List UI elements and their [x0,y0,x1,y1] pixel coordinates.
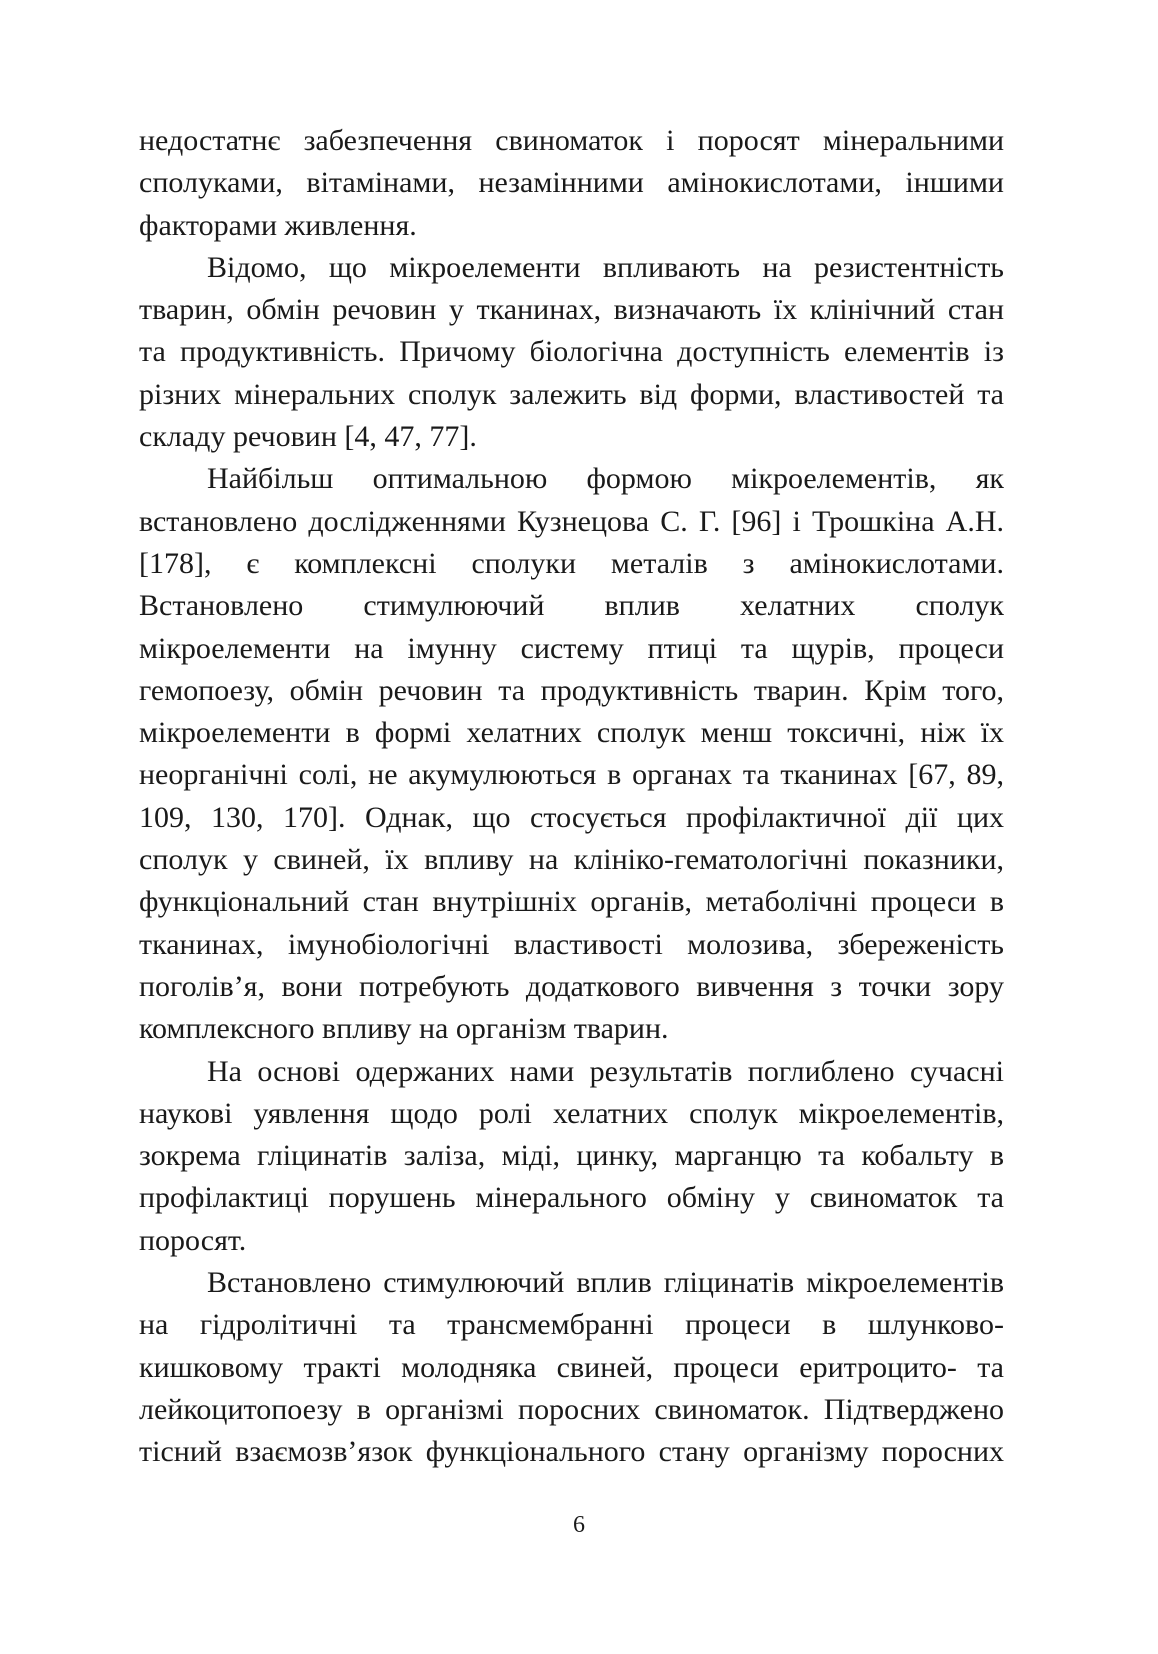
paragraph [139,120,1004,247]
text-line: на гідролітичні та трансмембранні процеси в шлунково- [139,1308,1004,1342]
text-line: тісний взаємозв’язок функціонального стану організму поросних [139,1435,1004,1469]
text-line: поголів’я, вони потребують додаткового вивчення з точки зору [139,969,1004,1003]
text-line: функціональний стан внутрішніх органів, метаболічні процеси в [139,885,1004,919]
text-line: гемопоезу, обмін речовин та продуктивність тварин. Крім того, [139,673,1004,707]
text-line: наукові уявлення щодо ролі хелатних сполук мікроелементів, [139,1096,1004,1130]
text-line: лейкоцитопоезу в організмі поросних свиноматок. Підтверджено [139,1392,1004,1426]
text-line: Встановлено стимулюючий вплив хелатних сполук [139,589,1004,623]
paragraph [139,1051,1004,1262]
text-line: Найбільш оптимальною формою мікроелементів, як [207,462,1004,496]
text-line: [178], є комплексні сполуки металів з амінокислотами. [139,546,1004,580]
text-line: та продуктивність. Причому біологічна доступність елементів із [139,335,1004,369]
text-line: встановлено дослідженнями Кузнецова С. Г. [96] і Трошкіна А.Н. [139,504,1004,538]
body-text [139,120,1004,1474]
text-line: 109, 130, 170]. Однак, що стосується профілактичної дії цих [139,800,1004,834]
paragraph [139,1262,1004,1473]
text-line: мікроелементи в формі хелатних сполук менш токсичні, ніж їх [139,716,1004,750]
text-line: тварин, обмін речовин у тканинах, визначають їх клінічний стан [139,293,1004,327]
paragraph [139,247,1004,458]
text-line: мікроелементи на імунну систему птиці та щурів, процеси [139,631,1004,665]
text-line: Відомо, що мікроелементи впливають на резистентність [207,250,1004,284]
text-line: тканинах, імунобіологічні властивості молозива, збереженість [139,927,1004,961]
text-line: профілактиці порушень мінерального обміну у свиноматок та [139,1181,1004,1215]
text-line: сполуками, вітамінами, незамінними амінокислотами, іншими [139,166,1004,200]
text-line: неорганічні солі, не акумулюються в органах та тканинах [67, 89, [139,758,1004,792]
text-line: комплексного впливу на організм тварин. [139,1012,669,1046]
page-number: 6 [573,1512,585,1538]
text-line: поросят. [139,1223,247,1257]
text-line: різних мінеральних сполук залежить від форми, властивостей та [139,377,1004,411]
text-line: зокрема гліцинатів заліза, міді, цинку, марганцю та кобальту в [139,1139,1004,1173]
paragraph [139,458,1004,1050]
text-line: кишковому тракті молодняка свиней, процеси еритроцито- та [139,1350,1004,1384]
text-line: складу речовин [4, 47, 77]. [139,420,477,454]
text-line: факторами живлення. [139,208,417,242]
text-line: сполук у свиней, їх впливу на клініко-гематологічні показники, [139,843,1004,877]
text-line: недостатнє забезпечення свиноматок і поросят мінеральними [139,124,1004,157]
text-line: Встановлено стимулюючий вплив гліцинатів мікроелементів [207,1266,1004,1300]
text-line: На основі одержаних нами результатів поглиблено сучасні [207,1054,1004,1088]
